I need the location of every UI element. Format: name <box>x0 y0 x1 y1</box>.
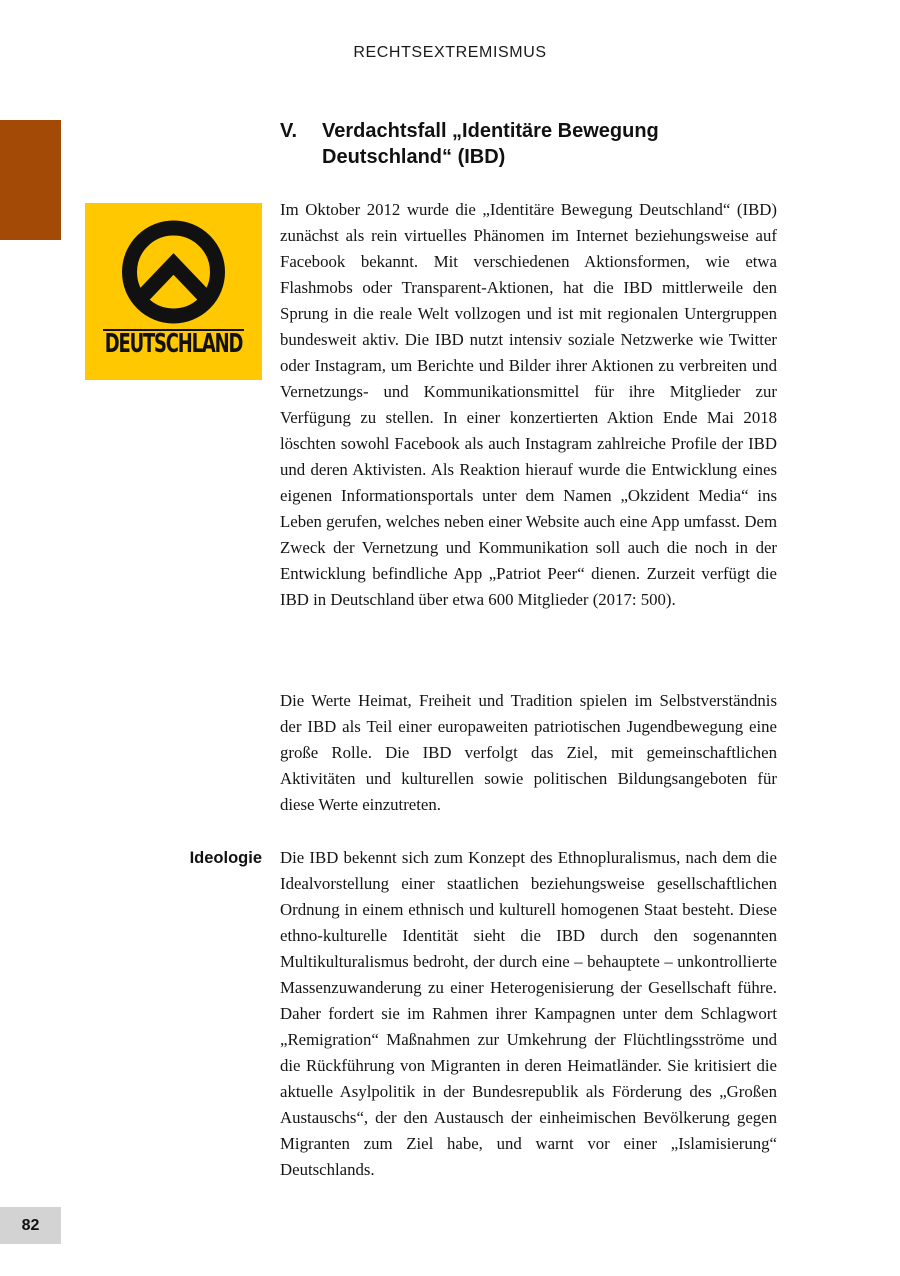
section-heading <box>280 118 790 170</box>
running-header: RECHTSEXTREMISMUS <box>353 44 547 61</box>
paragraph-values: Die Werte Heimat, Freiheit und Tradition spielen im Selbstverständnis der IBD als Teil einer europaweiten patriotischen Jugendbewegung eine große Rolle. Die IBD verfolgt das Ziel, mit gemeinschaftlichen Aktivitäten und kulturellen sowie politischen Bildungsangeboten für diese Werte einzutreten. <box>280 691 777 814</box>
logo-wordmark: DEUTSCHLAND <box>104 329 243 359</box>
ibd-logo <box>85 203 262 380</box>
paragraph-intro: Im Oktober 2012 wurde die „Identitäre Bewegung Deutschland“ (IBD) zunächst als rein virtuelles Phänomen im Internet beziehungsweise auf Facebook bekannt. Mit verschiedenen Aktionsformen, wie etwa Flashmobs oder Transparent-Aktionen, hat die IBD mittlerweile den Sprung in die reale Welt vollzogen und ist mit regionalen Untergruppen bundesweit aktiv. Die IBD nutzt intensiv soziale Netzwerke wie Twitter oder Instagram, um Berichte und Bilder ihrer Aktionen zu verbreiten und Vernetzungs- und Kommunikationsmittel für ihre Mitglieder zur Verfügung zu stellen. In einer konzertierten Aktion Ende Mai 2018 löschten sowohl Facebook als auch Instagram zahlreiche Profile der IBD und deren Aktivisten. Als Reaktion hierauf wurde die Entwicklung eines eigenen Informationsportals unter dem Namen „Okzident Media“ ins Leben gerufen, welches neben einer Website auch eine App umfasst. Dem Zweck der Vernetzung und Kommunikation soll auch die noch in der Entwicklung befindliche App „Patriot Peer“ dienen. Zurzeit verfügt die IBD in Deutschland über etwa 600 Mitglieder (2017: 500). <box>280 200 777 609</box>
margin-note-ideologie: Ideologie <box>189 849 262 867</box>
chapter-color-tab <box>0 120 61 240</box>
section-number: V. <box>280 120 298 142</box>
paragraph-ideology: Die IBD bekennt sich zum Konzept des Ethnopluralismus, nach dem die Idealvorstellung einer staatlichen beziehungsweise gesellschaftlichen Ordnung in einem ethnisch und kulturell homogenen Staat besteht. Diese ethno-kulturelle Identität sieht die IBD durch den sogenannten Multikulturalismus bedroht, der durch eine – behauptete – unkontrollierte Massenzuwanderung zu einer Heterogenisierung der Gesellschaft führe. Daher fordert sie im Rahmen ihrer Kampagnen unter dem Schlagwort „Remigration“ Maßnahmen zur Umkehrung der Flüchtlingsströme und die Rückführung von Migranten in deren Heimatländer. Sie kritisiert die aktuelle Asylpolitik in der Bundesrepublik als Förderung des „Großen Austauschs“, der den Austausch der einheimischen Bevölkerung gegen Migranten zum Ziel habe, und warnt vor einer „Islamisierung“ Deutschlands. <box>280 848 777 1179</box>
section-title: Verdachtsfall „Identitäre Bewegung Deutschland“ (IBD) <box>322 120 659 168</box>
page-number: 82 <box>0 1207 61 1244</box>
